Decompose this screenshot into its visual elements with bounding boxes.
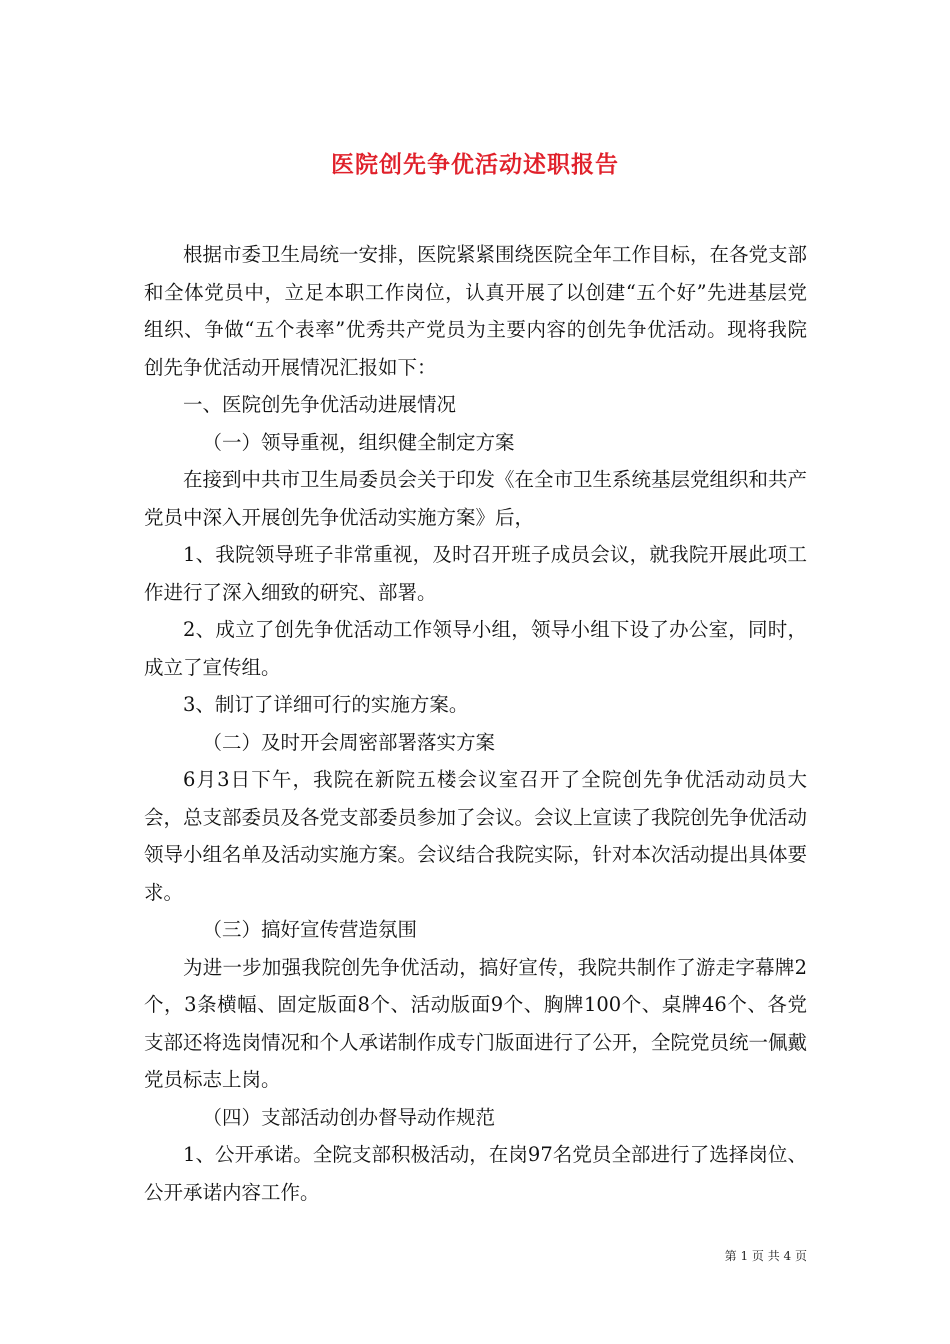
section-heading: 一、医院创先争优活动进展情况 [183, 393, 457, 416]
body-paragraph: 在接到中共市卫生局委员会关于印发《在全市卫生系统基层党组织和共产党员中深入开展创先争优活动实施方案》后， [144, 468, 808, 529]
subsection-heading: （四）支部活动创办督导动作规范 [202, 1105, 496, 1129]
subsection-heading: （二）及时开会周密部署落实方案 [202, 730, 496, 754]
body-paragraph: 为进一步加强我院创先争优活动，搞好宣传，我院共制作了游走字幕牌2个，3条横幅、固定版面8个、活动版面9个、胸牌100个、桌牌46个、各党支部还将选岗情况和个人承诺制作成专门版面进行了公开，全院党员统一佩戴党员标志上岗。 [144, 955, 808, 1091]
document-body [144, 236, 807, 1211]
subsection-heading: （三）搞好宣传营造氛围 [202, 918, 418, 941]
list-item: 3、制订了详细可行的实施方案。 [183, 693, 469, 716]
list-item: 1、公开承诺。全院支部积极活动，在岗97名党员全部进行了选择岗位、公开承诺内容工作。 [144, 1143, 807, 1204]
subsection-heading: （一）领导重视，组织健全制定方案 [202, 430, 515, 454]
intro-paragraph: 根据市委卫生局统一安排，医院紧紧围绕医院全年工作目标，在各党支部和全体党员中，立足本职工作岗位，认真开展了以创建“五个好”先进基层党组织、争做“五个表率”优秀共产党员为主要内容的创先争优活动。现将我院创先争优活动开展情况汇报如下： [144, 243, 808, 379]
page-number: 第 1 页 共 4 页 [724, 1249, 807, 1263]
document-title: 医院创先争优活动述职报告 [331, 151, 619, 179]
list-item: 1、我院领导班子非常重视，及时召开班子成员会议，就我院开展此项工作进行了深入细致的研究、部署。 [144, 543, 807, 604]
list-item: 2、成立了创先争优活动工作领导小组，领导小组下设了办公室，同时，成立了宣传组。 [144, 618, 807, 679]
body-paragraph: 6月3日下午，我院在新院五楼会议室召开了全院创先争优活动动员大会，总支部委员及各党支部委员参加了会议。会议上宣读了我院创先争优活动领导小组名单及活动实施方案。会议结合我院实际，针对本次活动提出具体要求。 [144, 768, 808, 904]
